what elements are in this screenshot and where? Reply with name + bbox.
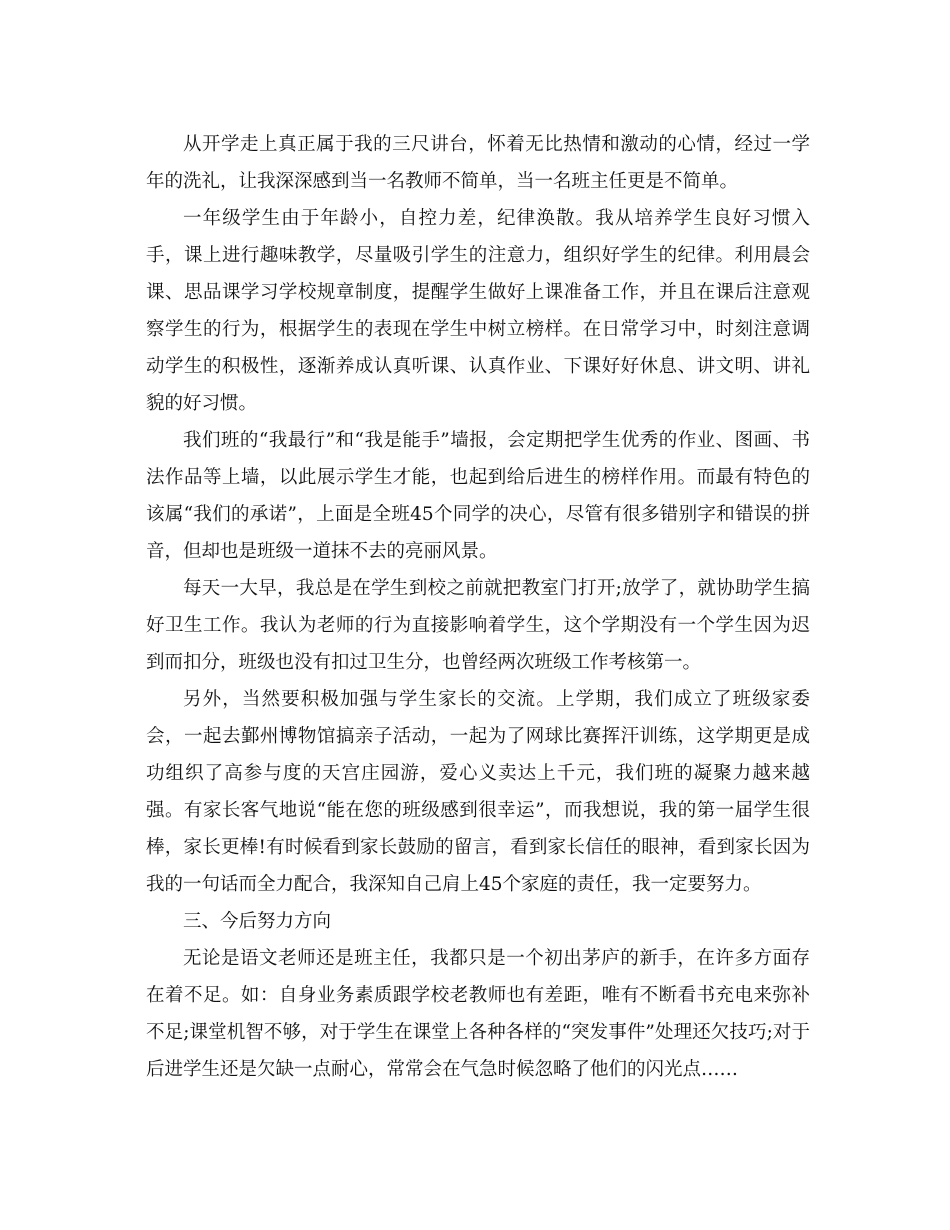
paragraph-opening: 从开学走上真正属于我的三尺讲台，怀着无比热情和激动的心情，经过一学年的洗礼，让我深深感到当一名教师不简单，当一名班主任更是不简单。 [146,134,810,192]
paragraph-shortcomings: 无论是语文老师还是班主任，我都只是一个初出茅庐的新手，在许多方面存在着不足。如：自身业务素质跟学校老教师也有差距，唯有不断看书充电来弥补不足;课堂机智不够，对于学生在课堂上各种各样的“突发事件”处理还欠技巧;对于后进学生还是欠缺一点耐心，常常会在气急时候忽略了他们的闪光点…… [146,948,810,1080]
paragraph-daily-routine: 每天一大早，我总是在学生到校之前就把教室门打开;放学了，就协助学生搞好卫生工作。我认为老师的行为直接影响着学生，这个学期没有一个学生因为迟到而扣分，班级也没有扣过卫生分，也曾经两次班级工作考核第一。 [146,578,810,673]
paragraph-parent-communication: 另外，当然要积极加强与学生家长的交流。上学期，我们成立了班级家委会，一起去鄞州博物馆搞亲子活动，一起为了网球比赛挥汗训练，这学期更是成功组织了高参与度的天宫庄园游，爱心义卖达上千元，我们班的凝聚力越来越强。有家长客气地说“能在您的班级感到很幸运”，而我想说，我的第一届学生很棒，家长更棒!有时候看到家长鼓励的留言，看到家长信任的眼神，看到家长因为我的一句话而全力配合，我深知自己肩上45个家庭的责任，我一定要努力。 [146,689,810,895]
paragraph-first-grade-discipline: 一年级学生由于年龄小，自控力差，纪律涣散。我从培养学生良好习惯入手，课上进行趣味教学，尽量吸引学生的注意力，组织好学生的纪律。利用晨会课、思品课学习学校规章制度，提醒学生做好上课准备工作，并且在课后注意观察学生的行为，根据学生的表现在学生中树立榜样。在日常学习中，时刻注意调动学生的积极性，逐渐养成认真听课、认真作业、下课好好休息、讲文明、讲礼貌的好习惯。 [146,208,810,414]
document-body [146,126,810,1088]
paragraph-wall-newspaper: 我们班的“我最行”和“我是能手”墙报，会定期把学生优秀的作业、图画、书法作品等上墙，以此展示学生才能，也起到给后进生的榜样作用。而最有特色的该属“我们的承诺”，上面是全班45个同学的决心，尽管有很多错别字和错误的拼音，但却也是班级一道抹不去的亮丽风景。 [146,430,810,562]
section-heading-future-direction: 三、今后努力方向 [183,911,332,932]
